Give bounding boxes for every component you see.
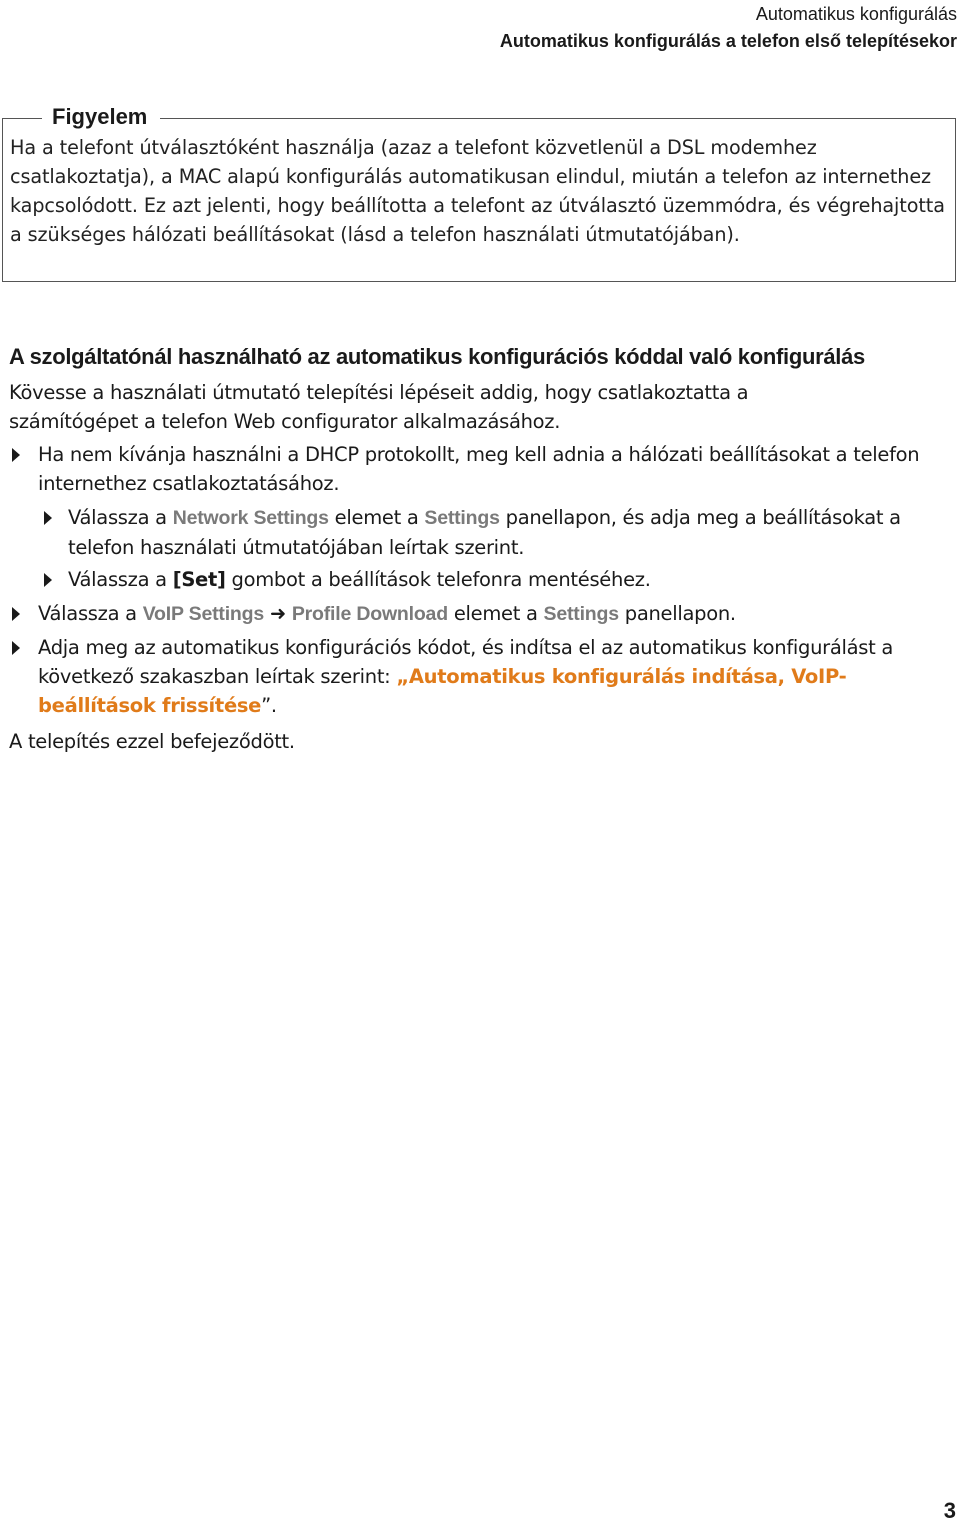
step-1a-post: panellapon, és adja meg a beállításokat a telefon használati útmutatójában leírtak szerint. [68, 506, 901, 559]
arrow-right-icon: ➜ [269, 602, 286, 625]
profile-download-label: Profile Download [291, 603, 448, 625]
step-1b-pre: Válassza a [68, 568, 173, 591]
bullet-icon [12, 607, 20, 621]
quote-open: „ [396, 665, 409, 688]
bullet-icon [12, 448, 20, 462]
step-1b-post: gombot a beállítások telefonra mentéséhez. [225, 568, 651, 591]
step-2-mid: elemet a [447, 602, 544, 625]
note-text: Ha a telefont útválasztóként használja (azaz a telefont közvetlenül a DSL modemhez csatlakoztatja), a MAC alapú konfigurálás automatikusan elindul, miután a telefon az internethez kapcsolódott. Ez azt jelenti, hogy beállította a telefont az útválasztó üzemmódra, és végrehajtotta a szükséges hálózati beállításokat (lásd a telefon használati útmutatójában). [10, 136, 945, 246]
section-header: Automatikus konfigurálás a telefon első telepítésekor [499, 31, 957, 51]
note-title: Figyelem [52, 104, 148, 129]
step-3 [38, 633, 938, 720]
page-number: 3 [943, 1498, 956, 1523]
step-1a [68, 503, 958, 562]
note-top-border-right [160, 118, 956, 119]
step-1b [68, 565, 938, 594]
settings-tab-label: Settings [424, 507, 500, 529]
bullet-icon [44, 511, 52, 525]
set-button-label: [Set] [172, 568, 226, 591]
step-2-pre: Válassza a [38, 602, 143, 625]
completion-text: A telepítés ezzel befejeződött. [9, 730, 295, 753]
step-3-pre: Adja meg az automatikus konfigurációs kódot, és indítsa el az automatikus konfigurálást a következő szakaszban leírtak szerint: [38, 636, 894, 688]
step-2-post: panellapon. [618, 602, 736, 625]
bullet-icon [44, 573, 52, 587]
bullet-icon [12, 641, 20, 655]
step-1a-mid: elemet a [328, 506, 425, 529]
chapter-header: Automatikus konfigurálás [755, 4, 957, 24]
step-3-post: ”. [261, 694, 277, 717]
network-settings-label: Network Settings [172, 507, 329, 529]
section-title: A szolgáltatónál használható az automatikus konfigurációs kóddal való konfigurálás [9, 344, 865, 369]
step-1: Ha nem kívánja használni a DHCP protokollt, meg kell adnia a hálózati beállításokat a telefon internethez csatlakoztatásához. [38, 443, 920, 495]
step-1a-pre: Válassza a [68, 506, 173, 529]
auto-config-link[interactable]: Automatikus konfigurálás indítása, VoIP-beállítások frissítése [38, 665, 847, 717]
voip-settings-label: VoIP Settings [142, 603, 264, 625]
note-top-border-left [2, 118, 42, 119]
step-2 [38, 599, 938, 629]
intro-paragraph: Kövesse a használati útmutató telepítési lépéseit addig, hogy csatlakoztatta a számítógépet a telefon Web configurator alkalmazásához. [9, 381, 749, 433]
settings-tab-label: Settings [543, 603, 619, 625]
